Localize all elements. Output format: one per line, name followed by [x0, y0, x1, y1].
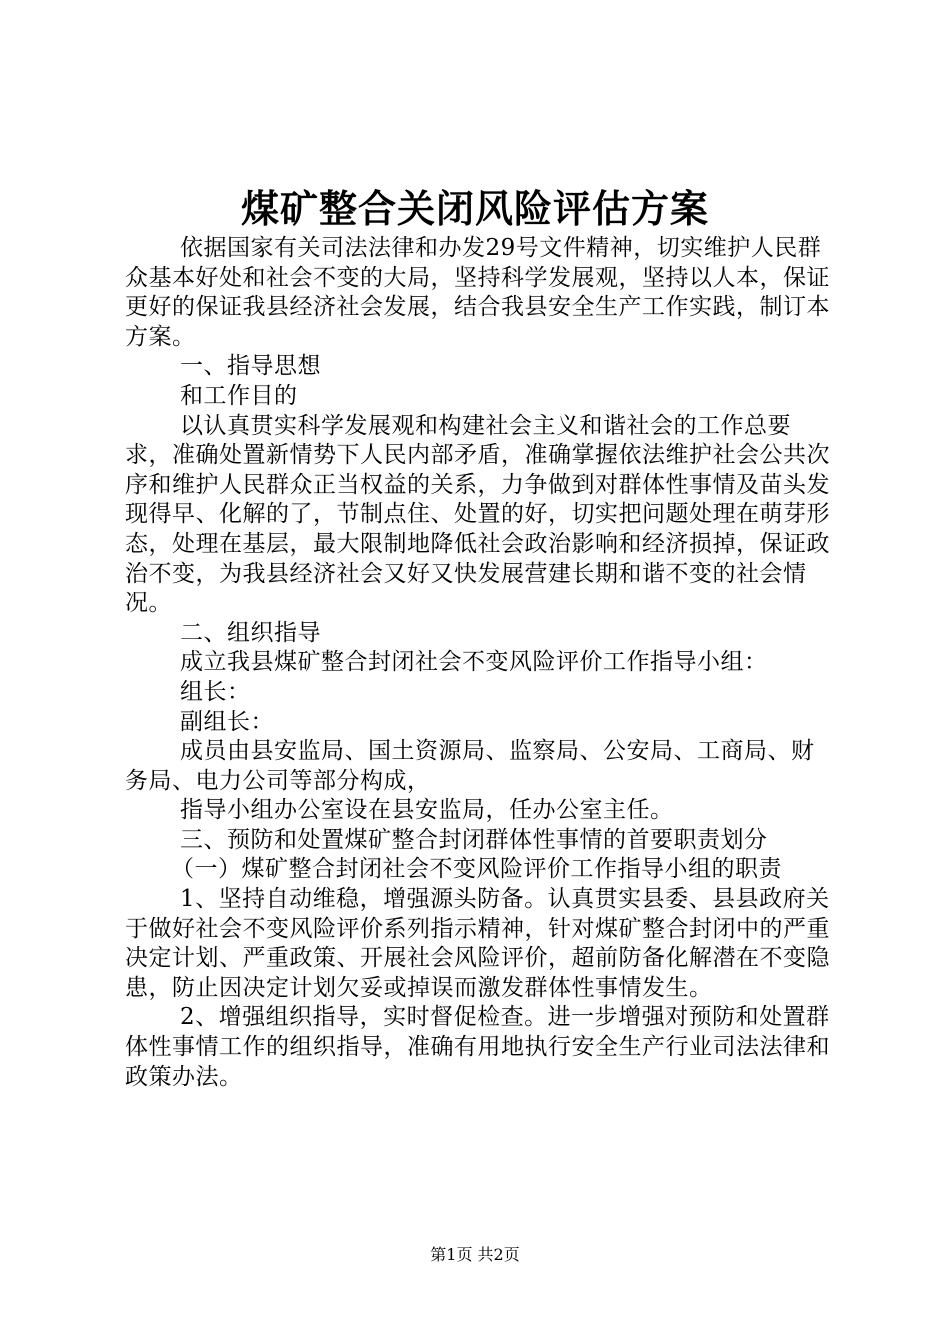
paragraph-group-leader: 组长：	[180, 678, 251, 705]
paragraph-establish-group: 成立我县煤矿整合封闭社会不变风险评价工作指导小组：	[180, 649, 768, 676]
paragraph-intro: 依据国家有关司法法律和办发29号文件精神，切实维护人民群众基本好处和社会不变的大局，坚持科学发展观，坚持以人本，保证更好的保证我县经济社会发展，结合我县安全生产工作实践，制订本方案。	[125, 235, 830, 350]
subheading-group-duties: （一）煤矿整合封闭社会不变风险评价工作指导小组的职责	[171, 856, 782, 883]
page-footer: 第1页 共2页	[430, 1245, 520, 1264]
document-body	[125, 234, 835, 1092]
paragraph-members: 成员由县安监局、国土资源局、监察局、公安局、工商局、财务局、电力公司等部分构成，	[125, 738, 815, 794]
paragraph-goal: 以认真贯实科学发展观和构建社会主义和谐社会的工作总要求，准确处置新情势下人民内部矛盾，准确掌握依法维护社会公共次序和维护人民群众正当权益的关系，力争做到对群体性事情及苗头发现得早、化解的了，节制点住、处置的好，切实把问题处理在萌芽形态，处理在基层，最大限制地降低社会政治影响和经济损掉，保证政治不变，为我县经济社会又好又快发展营建长期和谐不变的社会情况。	[125, 412, 830, 617]
heading-organization: 二、组织指导	[180, 619, 321, 646]
paragraph-item-1: 1、坚持自动维稳，增强源头防备。认真贯实县委、县县政府关于做好社会不变风险评价系列指示精神，针对煤矿整合封闭中的严重决定计划、严重政策、开展社会风险评价，超前防备化解潜在不变隐患，防止因决定计划欠妥或掉误而激发群体性事情发生。	[125, 886, 830, 1001]
paragraph-office: 指导小组办公室设在县安监局，任办公室主任。	[180, 797, 674, 824]
heading-guiding-thought: 一、指导思想	[180, 353, 321, 380]
heading-responsibilities: 三、预防和处置煤矿整合封闭群体性事情的首要职责划分	[180, 826, 768, 853]
paragraph-deputy-leader: 副组长：	[180, 708, 274, 735]
paragraph-item-2: 2、增强组织指导，实时督促检查。进一步增强对预防和处置群体性事情工作的组织指导，准确有用地执行安全生产行业司法法律和政策办法。	[125, 1004, 830, 1090]
document-title: 煤矿整合关闭风险评估方案	[240, 186, 709, 231]
heading-work-goal: 和工作目的	[180, 382, 298, 409]
